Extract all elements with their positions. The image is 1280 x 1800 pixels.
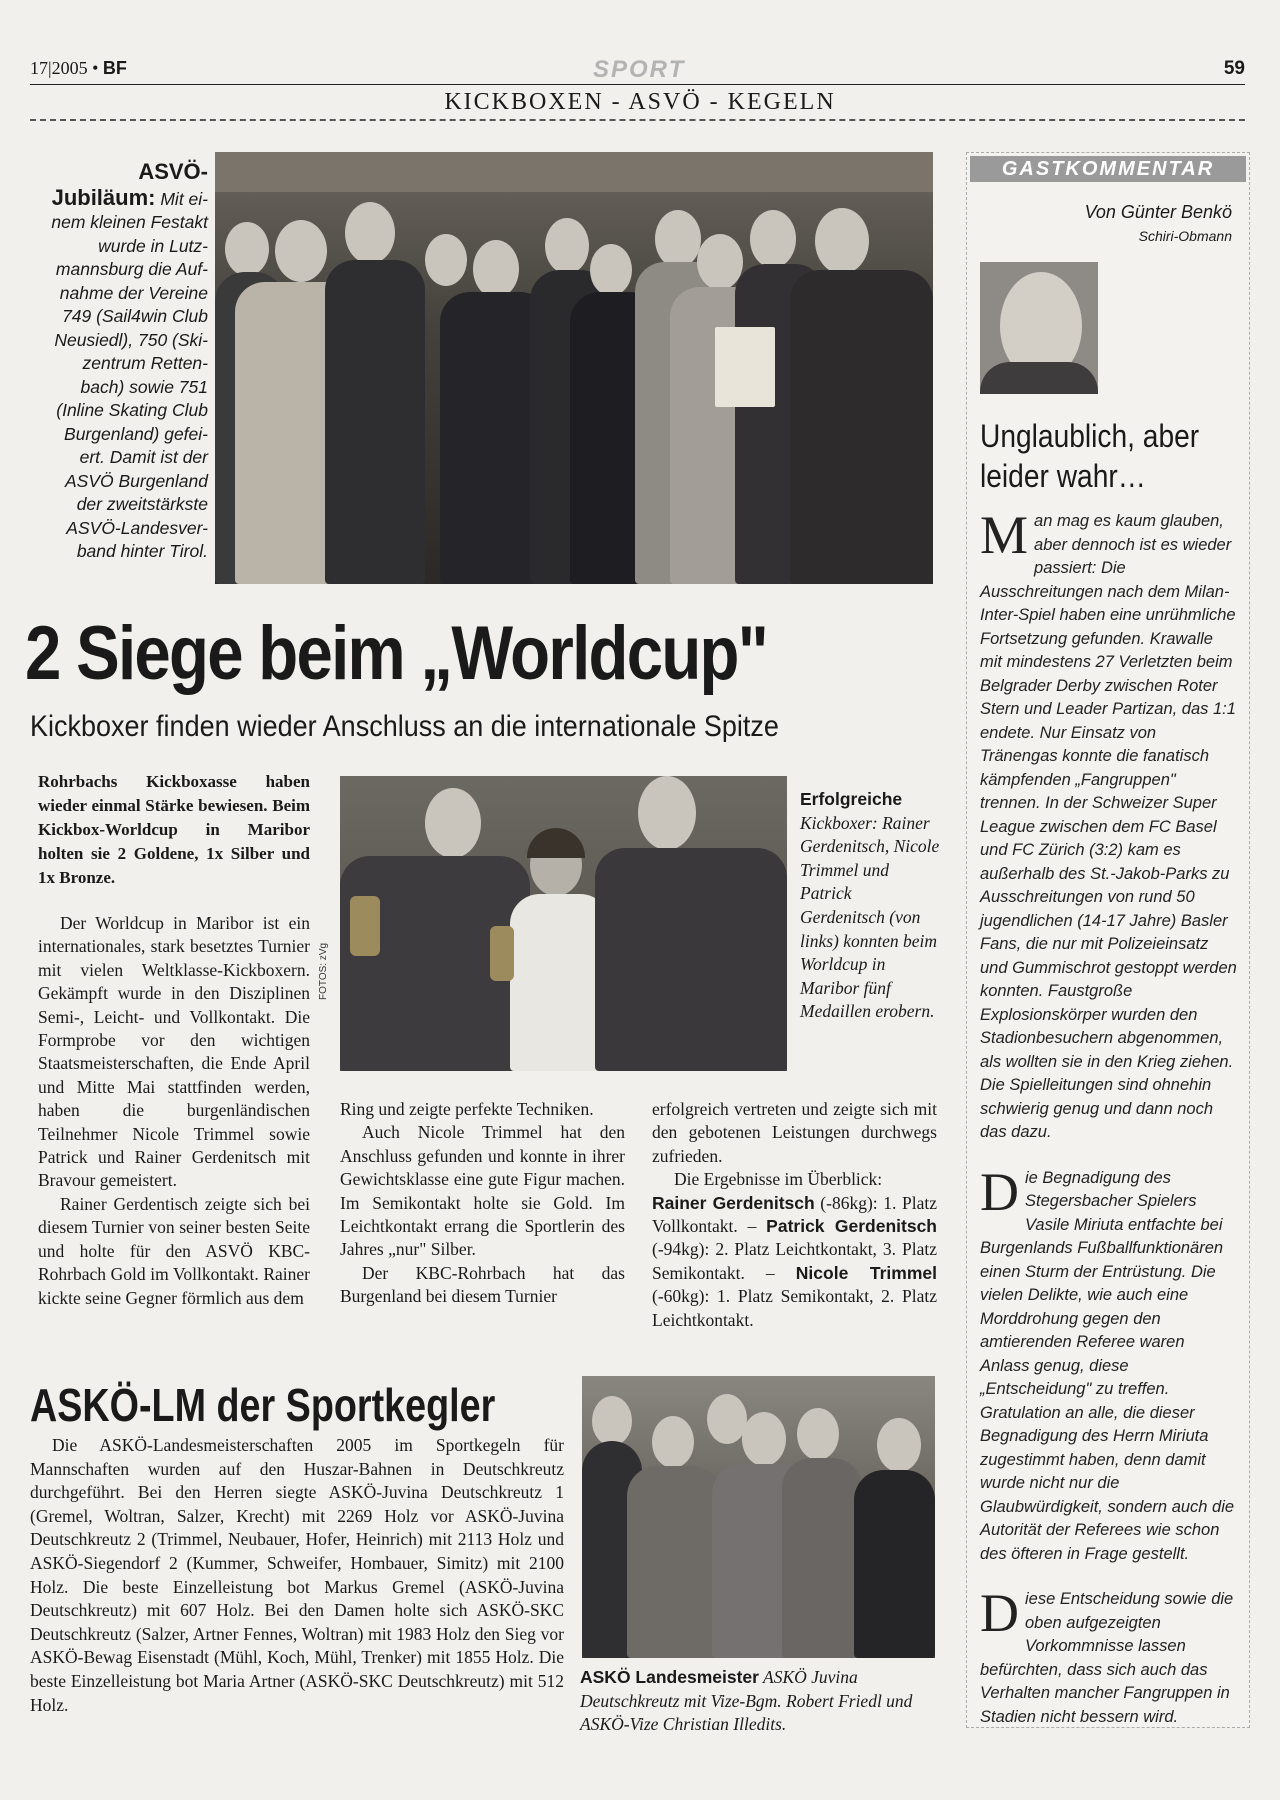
kegel-text: Die ASKÖ-Landesmeisterschaften 2005 im Sportkegeln für Mannschaften wurden auf den Huszar-Bahnen in Deutschkreutz durchgeführt. Bei den Herren siegte ASKÖ-Juvina Deutschkreutz 1 (Gremel, Woltran, Salzer, Krecht) mit 2269 Holz vor ASKÖ-Juvina Deutschkreutz 2 (Trimmel, Neubauer, Hofer, Heinrich) mit 2113 Holz und ASKÖ-Siegendorf 2 (Kummer, Schweifer, Hombauer, Simitz) mit 2100 Holz. Die beste Einzelleistung bot Markus Gremel (ASKÖ-Juvina Deutschkreutz) mit 607 Holz. Bei den Damen holte sich ASKÖ-SKC Deutschkreutz (Salzer, Artner Fennes, Woltran) mit 1983 Holz den Sieg vor ASKÖ-Bewag Eisenstadt (Mühl, Koch, Mühl, Trenker) mit 1855 Holz. Die beste Einzelleistung bot Maria Artner (ASKÖ-SKC Deutschkreutz) mit 512 Holz. [30, 1435, 564, 1715]
author-role: Schiri-Obmann [1138, 228, 1232, 244]
kegel-team-photo [582, 1376, 935, 1658]
kegel-headline: ASKÖ-LM der Sportkegler [30, 1379, 496, 1431]
header-rule [30, 84, 1245, 85]
article-column-3: erfolgreich vertreten und zeigte sich mit den gebotenen Leistungen durchwegs zufrieden. Die Ergebnisse im Überblick: Rainer Gerdenitsch (-86kg): 1. Platz Vollkontakt. – Patrick Gerdenitsch (-94kg): 2. Platz Leichtkontakt, 3. Platz Semikontakt. – Nicole Trimmel (-60kg): 1. Platz Semikontakt, 2. Platz Leichtkontakt. [652, 1098, 937, 1332]
kegel-caption: ASKÖ Landesmeister ASKÖ Juvina Deutschkreutz mit Vize-Bgm. Robert Friedl und ASKÖ-Vize Christian Illedits. [580, 1667, 913, 1734]
comment-body: Man mag es kaum glauben, aber dennoch ist es wieder passiert: Die Ausschreitungen nach dem Milan-Inter-Spiel haben eine unrühmliche Fortsetzung gefunden. Krawalle mit mindestens 27 Verletzten beim Belgrader Derby zwischen Roter Stern und Leader Partizan, das 1:1 endete. Nur Einsatz von Tränengas konnte die fanatisch kämpfenden „Fangruppen" trennen. In der Schweizer Super League zwischen dem FC Basel und FC Zürich (3:2) kam es außerhalb des St.-Jakob-Parks zu Ausschreitungen von rund 50 jugendlichen (14-17 Jahre) Basler Fans, die nur mit Polizeieinsatz und Gummischrot gestoppt werden konnten. Faustgroße Explosionskörper wurden den Stadionbesuchern abgenommen, als wollten sie in den Krieg ziehen. Die Spielleitungen sind ohnehin schwierig genug und dann noch das dazu. Die Begnadigung des Stegersbacher Spielers Vasile Miriuta entfachte bei Burgenlands Fußballfunktionären einen Sturm der Entrüstung. Die vielen Delikte, wie auch eine Morddrohung gegen den amtierenden Referee waren Anlass genug, diese „Entscheidung" zu treffen. Gratulation an alle, die dieser Begnadigung des Herrn Miriuta zugestimmt haben, denn damit wurde nicht nur die Glaubwürdigkeit, sondern auch die Autorität der Referees wie schon des öfteren in Frage gestellt. Diese Entscheidung sowie die oben aufgezeigten Vorkommnisse lassen befürchten, dass sich auch das Verhalten mancher Fangruppen in Stadien nicht bessern wird. [980, 505, 1237, 1726]
photo-credit: FOTOS: zVg [318, 942, 329, 1000]
header-dashed-divider [30, 119, 1245, 121]
article-lead: Rohrbachs Kickboxasse haben wieder einmal Stärke bewiesen. Beim Kickbox-Worldcup in Maribor holten sie 2 Goldene, 1x Silber und 1x Bronze. [38, 772, 310, 887]
main-subheadline: Kickboxer finden wieder Anschluss an die internationale Spitze [30, 710, 779, 743]
guest-comment-label: GASTKOMMENTAR [970, 156, 1246, 182]
comment-author: Von Günter Benkö Schiri-Obmann [1000, 200, 1232, 248]
asvo-group-photo [215, 152, 933, 584]
section-label: SPORT [593, 56, 686, 83]
author-portrait [980, 262, 1098, 394]
kickboxer-photo [340, 776, 787, 1071]
issue-info: 17|2005 • BF [30, 58, 127, 78]
brand-logo: BF [102, 58, 127, 78]
article-column-2: Ring und zeigte perfekte Techniken. Auch Nicole Trimmel hat den Anschluss gefunden und konnte in ihrer Gewichtsklasse eine gute Figur machen. Im Semikontakt holte sie Gold. Im Leichtkontakt errang die Sportlerin des Jahres „nur" Silber. Der KBC-Rohrbach hat das Burgenland bei diesem Turnier [340, 1099, 625, 1307]
comment-title: Unglaublich, aber leider wahr… [980, 418, 1200, 494]
main-headline: 2 Siege beim „Worldcup" [25, 611, 768, 696]
asvo-caption: ASVÖ- Jubiläum: Mit ei- nem kleinen Festakt wurde in Lutz- mannsburg die Auf- nahme der Vereine 749 (Sail4win Club Neusiedl), 750 (Ski- zentrum Retten- bach) sowie 751 (Inline Skating Club Burgenland) gefei- ert. Damit ist der ASVÖ Burgenland der zweitstärkste ASVÖ-Landesver- band hinter Tirol. [51, 159, 208, 561]
results-list: Rainer Gerdenitsch (-86kg): 1. Platz Vollkontakt. – Patrick Gerdenitsch (-94kg): 2. Platz Leichtkontakt, 3. Platz Semikontakt. – Nicole Trimmel (-60kg): 1. Platz Semikontakt, 2. Platz Leichtkontakt. [652, 1192, 937, 1330]
page-number: 59 [1223, 58, 1245, 79]
article-column-1: Der Worldcup in Maribor ist ein internationales, stark besetztes Turnier mit vielen Weltklasse-Kickboxern. Gekämpft wurde in den Disziplinen Semi-, Leicht- und Vollkontakt. Die Formprobe vor den wichtigen Staatsmeisterschaften, die Ende April und Mitte Mai stattfinden werden, haben die burgenländischen Teilnehmer Nicole Trimmel sowie Patrick und Rainer Gerdenitsch mit Bravour gemeistert. Rainer Gerdentisch zeigte sich bei diesem Turnier von seiner besten Seite und holte für den ASVÖ KBC-Rohrbach Gold im Vollkontakt. Rainer kickte seine Gegner förmlich aus dem [38, 913, 310, 1308]
kickboxer-caption: Erfolgreiche Kickboxer: Rainer Gerdenitsch, Nicole Trimmel und Patrick Gerdenitsch (von links) konnten beim Worldcup in Maribor fünf Medaillen erobern. [800, 789, 940, 1022]
topic-heading: KICKBOXEN - ASVÖ - KEGELN [444, 89, 836, 115]
